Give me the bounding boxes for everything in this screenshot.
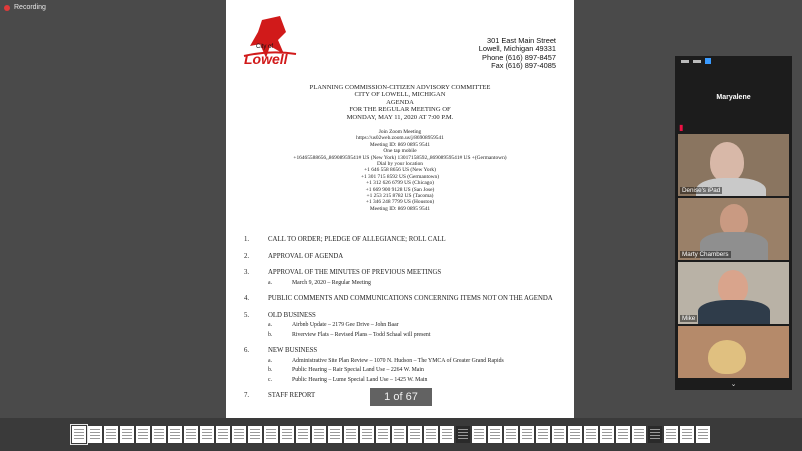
agenda-item-text: OLD BUSINESS: [268, 311, 316, 319]
svg-text:Lowell: Lowell: [244, 51, 288, 67]
agenda-item: [244, 312, 564, 338]
shared-document: [226, 0, 574, 418]
agenda-subitem-text: Administrative Site Plan Review – 1070 N. Hudson – The YMCA of Greater Grand Rapids: [292, 357, 504, 364]
participant-name: Denise's iPad: [682, 187, 721, 194]
page-thumbnail[interactable]: [72, 426, 86, 443]
agenda-item-number: 7.: [244, 392, 250, 399]
page-thumbnail[interactable]: [600, 426, 614, 443]
page-thumbnail-strip: [0, 418, 802, 451]
page-thumbnail[interactable]: [104, 426, 118, 443]
page-thumbnail[interactable]: [344, 426, 358, 443]
gallery-view-icon[interactable]: [705, 58, 711, 64]
agenda-item-text: PUBLIC COMMENTS AND COMMUNICATIONS CONCERNING ITEMS NOT ON THE AGENDA: [268, 295, 553, 303]
recording-label: Recording: [14, 4, 46, 11]
participant-name: Marty Chambers: [682, 251, 729, 258]
page-thumbnail[interactable]: [88, 426, 102, 443]
page-thumbnail[interactable]: [296, 426, 310, 443]
mic-muted-icon: ▮: [679, 123, 684, 132]
page-thumbnail[interactable]: [472, 426, 486, 443]
page-thumbnail[interactable]: [568, 426, 582, 443]
page-thumbnail[interactable]: [616, 426, 630, 443]
page-thumbnail[interactable]: [200, 426, 214, 443]
page-indicator: 1 of 67: [370, 388, 432, 406]
agenda-item-text: STAFF REPORT: [268, 392, 316, 399]
agenda-item-number: 5.: [244, 311, 250, 319]
page-thumbnail[interactable]: [216, 426, 230, 443]
agenda-subitem-text: March 9, 2020 – Regular Meeting: [292, 279, 371, 286]
page-thumbnail[interactable]: [632, 426, 646, 443]
agenda-subitem: [268, 377, 564, 383]
page-thumbnail[interactable]: [136, 426, 150, 443]
page-thumbnail[interactable]: [648, 426, 662, 443]
agenda-subitem-letter: a.: [268, 357, 273, 364]
agenda-item-text: CALL TO ORDER; PLEDGE OF ALLEGIANCE; ROLL CALL: [268, 236, 446, 243]
strip-view-icon[interactable]: [693, 60, 701, 63]
page-thumbnail[interactable]: [408, 426, 422, 443]
page-thumbnail[interactable]: [520, 426, 534, 443]
page-thumbnail[interactable]: [120, 426, 134, 443]
participant-panel: [675, 56, 792, 390]
page-thumbnail[interactable]: [424, 426, 438, 443]
agenda-item-number: 2.: [244, 252, 250, 260]
participant-name: Mike: [682, 315, 696, 322]
agenda-subitem-letter: c.: [268, 376, 273, 383]
page-thumbnail[interactable]: [680, 426, 694, 443]
agenda-item-number: 3.: [244, 269, 250, 277]
page-thumbnail[interactable]: [392, 426, 406, 443]
view-options[interactable]: [675, 56, 792, 68]
city-logo: [240, 14, 300, 74]
agenda-subitem-letter: a.: [268, 279, 273, 286]
page-thumbnail[interactable]: [152, 426, 166, 443]
zoom-info: Join Zoom Meeting https://us02web.zoom.us/j/86908959541 Meeting ID: 869 0895 9541 One tap mobile +16465588656,,86908959541# US (New York) 13017158592,,86908959541# US +(Germantown) Dial by your location +1 646 558 8656 US (New York) +1 301 715 8592 US (Germantown) +1 312 626 6799 US (Chicago) +1 669 900 9128 US (San Jose) +1 253 215 8782 US (Tacoma) +1 346 248 7799 US (Houston) Meeting ID: 869 0895 9541: [293, 129, 507, 212]
agenda-item-text: NEW BUSINESS: [268, 347, 318, 355]
agenda-subitem: [268, 280, 564, 286]
page-thumbnail[interactable]: [504, 426, 518, 443]
page-thumbnail[interactable]: [264, 426, 278, 443]
page-thumbnail[interactable]: [376, 426, 390, 443]
agenda-item: [244, 236, 564, 244]
page-thumbnail[interactable]: [664, 426, 678, 443]
minimize-icon[interactable]: [681, 60, 689, 63]
agenda-item-number: 6.: [244, 347, 250, 355]
agenda-item-text: APPROVAL OF AGENDA: [268, 252, 344, 260]
page-thumbnail[interactable]: [280, 426, 294, 443]
page-thumbnail[interactable]: [488, 426, 502, 443]
page-thumbnail[interactable]: [312, 426, 326, 443]
agenda-item-number: 1.: [244, 236, 250, 243]
video-tile[interactable]: [678, 134, 789, 196]
page-thumbnail[interactable]: [536, 426, 550, 443]
agenda-item-number: 4.: [244, 295, 250, 303]
agenda-item: [244, 253, 564, 261]
agenda-item: [244, 295, 564, 303]
page-thumbnail[interactable]: [248, 426, 262, 443]
agenda-list: [244, 236, 564, 409]
agenda-subitem: [268, 367, 564, 373]
city-address: 301 East Main Street Lowell, Michigan 49331 Phone (616) 897-8457 Fax (616) 897-4085: [478, 36, 556, 71]
active-speaker-name: Maryalene: [716, 94, 751, 101]
agenda-item: [244, 269, 564, 286]
chevron-down-icon[interactable]: ⌄: [730, 381, 737, 388]
video-tile[interactable]: [678, 198, 789, 260]
page-thumbnail[interactable]: [456, 426, 470, 443]
agenda-subitem-text: Public Hearing – Lume Special Land Use – 1425 W. Main: [292, 376, 428, 383]
agenda-subitem-text: Riverview Flats – Revised Plans – Todd Schaal will present: [292, 331, 431, 338]
agenda-header: PLANNING COMMISSION-CITIZEN ADVISORY COMMITTEE CITY OF LOWELL, MICHIGAN AGENDA FOR THE REGULAR MEETING OF MONDAY, MAY 11, 2020 AT 7:00 P.M.: [309, 84, 491, 121]
page-thumbnail[interactable]: [440, 426, 454, 443]
agenda-subitem-letter: a.: [268, 322, 273, 329]
svg-text:City of: City of: [256, 44, 274, 50]
agenda-subitem: [268, 322, 564, 328]
agenda-subitem-letter: b.: [268, 331, 273, 338]
page-thumbnail[interactable]: [232, 426, 246, 443]
video-tile[interactable]: [678, 262, 789, 324]
record-dot-icon: [4, 5, 10, 11]
page-thumbnail[interactable]: [328, 426, 342, 443]
page-thumbnail[interactable]: [168, 426, 182, 443]
page-thumbnail[interactable]: [584, 426, 598, 443]
recording-indicator[interactable]: [4, 4, 46, 11]
agenda-item: [244, 347, 564, 383]
agenda-item-text: APPROVAL OF THE MINUTES OF PREVIOUS MEETINGS: [268, 269, 442, 277]
page-thumbnail[interactable]: [552, 426, 566, 443]
agenda-subitem-letter: b.: [268, 367, 273, 374]
agenda-subitem: [268, 358, 564, 364]
agenda-subitem-text: Airbnb Update – 2179 Gee Drive – John Baar: [292, 322, 399, 329]
page-thumbnail[interactable]: [696, 426, 710, 443]
page-thumbnail[interactable]: [360, 426, 374, 443]
video-tile[interactable]: [678, 326, 789, 378]
page-thumbnail[interactable]: [184, 426, 198, 443]
thumbnail-track: [72, 426, 710, 443]
agenda-subitem: [268, 332, 564, 338]
agenda-subitem-text: Public Hearing – Rair Special Land Use – 2264 W. Main: [292, 367, 424, 374]
